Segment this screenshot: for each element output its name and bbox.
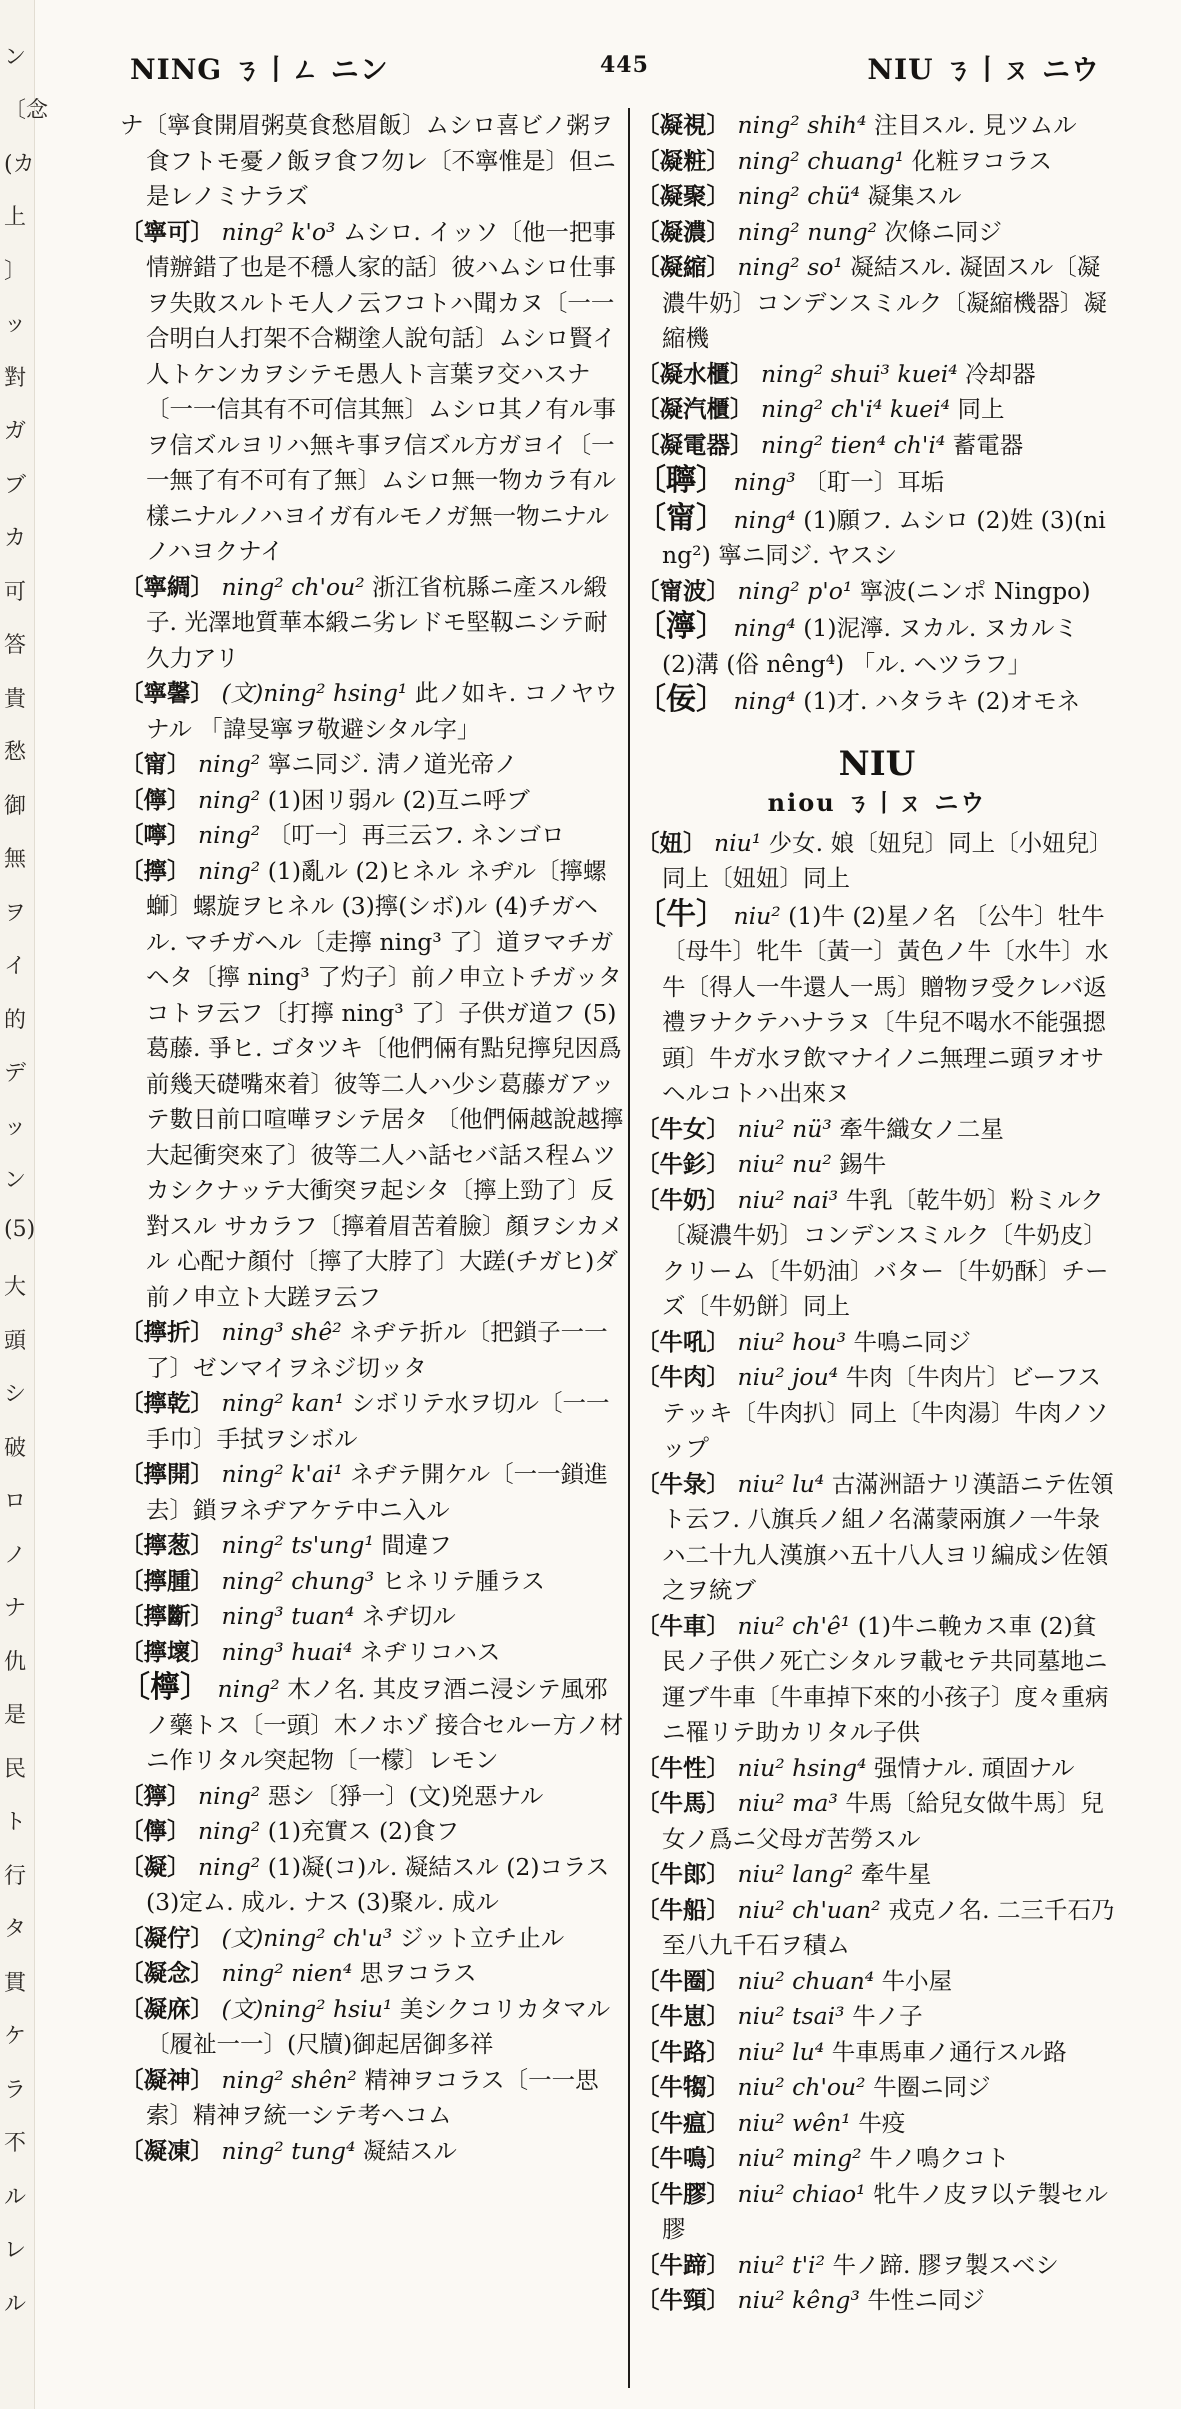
dictionary-entry — [636, 1999, 1118, 2035]
dictionary-entry — [120, 1850, 625, 1921]
entry-definition: 牛ノ子 — [852, 2002, 923, 2030]
entry-definition: 牛肉〔牛肉片〕ビーフステッキ〔牛肉扒〕同上〔牛肉湯〕牛肉ノソップ — [662, 1363, 1109, 1462]
adjacent-page-edge — [0, 0, 49, 2409]
dictionary-entry — [120, 1599, 625, 1635]
running-header — [130, 48, 1100, 88]
edge-glyph: (カ — [4, 151, 35, 177]
left-column — [120, 108, 625, 2369]
entry-definition: 錫牛 — [839, 1150, 887, 1178]
dictionary-entry — [120, 1956, 625, 1992]
entry-romanization: niu² lu⁴ — [730, 2037, 832, 2066]
section-heading — [636, 742, 1118, 820]
edge-glyph: ッ — [4, 1114, 27, 1140]
entry-definition: 牛小屋 — [881, 1966, 953, 1995]
entry-romanization: ning² chung³ — [214, 1566, 382, 1595]
entry-romanization: niu² lu⁴ — [730, 1469, 832, 1498]
dictionary-entry — [636, 463, 1118, 501]
edge-glyph: 〔念 — [4, 98, 49, 124]
entry-definition: ムシロ. イッソ〔他一把事情辦錯了也是不穩人家的話〕彼ハムシロ仕事ヲ失敗スルトモ人ノ云フコトハ聞カヌ〔一一合明白人打架不合糊塗人說句話〕ムシロ賢イ人トケンカヲシテモ愚人ト言葉ヲ交ハスナ〔一一信其有不可信其無〕ムシロ其ノ有ル事ヲ信ズルヨリハ無キ事ヲ信ズル方ガヨイ〔一一無了有不可有了無〕ムシロ無一物カラ有ル樣ニナルノハヨイガ有ルモノガ無一物ニナルノハヨクナイ — [146, 217, 616, 565]
entry-headword: 〔凝庥〕 — [120, 1994, 214, 2023]
entry-headword: 〔聹〕 — [636, 463, 726, 498]
entry-definition: 牛性ニ同ジ — [867, 2286, 985, 2314]
entry-headword: 〔擰斷〕 — [120, 1602, 214, 1630]
entry-romanization: ning² — [190, 1852, 268, 1881]
entry-romanization: ning² ch'ou² — [214, 572, 373, 601]
dictionary-entry — [120, 1779, 625, 1815]
edge-glyph: 答 — [4, 633, 27, 659]
edge-glyph: 上 — [4, 205, 27, 231]
entry-romanization: niu² jou⁴ — [730, 1363, 846, 1391]
dictionary-entry — [636, 179, 1118, 215]
entry-headword: 〔檸〕 — [120, 1670, 210, 1705]
entry-romanization: niu² ming² — [730, 2144, 870, 2172]
edge-glyph: ト — [4, 1810, 27, 1836]
edge-glyph: 破 — [4, 1435, 27, 1461]
entry-headword: 〔儜〕 — [120, 785, 191, 814]
dictionary-entry — [636, 2177, 1118, 2248]
dictionary-entry — [636, 1360, 1118, 1467]
entry-definition: 木ノ名. 其皮ヲ酒ニ浸シテ風邪ノ藥トス〔一頭〕木ノホゾ 接合セルー方ノ材ニ作リタル突起物〔一檬〕レモン — [146, 1675, 624, 1774]
edge-glyph: ナ — [4, 1596, 27, 1622]
edge-glyph: 仇 — [4, 1649, 27, 1675]
entry-romanization: ning³ tuan⁴ — [214, 1602, 362, 1630]
entry-definition: (1)困リ弱ル (2)互ニ呼ブ — [267, 785, 530, 814]
entry-romanization: niu² hsing⁴ — [730, 1753, 874, 1782]
entry-romanization: ning² — [190, 856, 268, 885]
entry-definition: 惡シ〔猙一〕(文)兇惡ナル — [267, 1781, 544, 1810]
entry-definition: 此ノ如キ. コノヤウナル 「諱旻寧ヲ敬避シタル字」 — [146, 679, 618, 743]
edge-glyph: カ — [4, 526, 27, 552]
entry-headword: 〔擰乾〕 — [120, 1389, 214, 1417]
entry-romanization: ning² ch'i⁴ kuei⁴ — [753, 395, 958, 423]
entry-definition: 美シクコリカタマル〔履祉一一〕(尺牘)御起居御多祥 — [146, 1994, 611, 2058]
entry-headword: 〔擰〕 — [120, 856, 191, 885]
entry-headword: 〔擰折〕 — [120, 1318, 214, 1346]
dictionary-entry — [120, 2063, 625, 2134]
entry-definition: ネヂテ折ル〔把鎖子一一了〕ゼンマイヲネジ切ッタ — [146, 1318, 608, 1382]
dictionary-entry — [120, 1528, 625, 1564]
entry-romanization: ning² p'o¹ — [730, 576, 860, 605]
entry-headword: 〔擰開〕 — [120, 1460, 214, 1488]
entry-romanization: niu² — [726, 901, 789, 930]
entry-headword: 〔牛彔〕 — [636, 1469, 730, 1498]
entry-romanization: ning² chü⁴ — [730, 182, 868, 210]
edge-glyph: (5) — [4, 1216, 36, 1242]
entry-romanization: ning² ts'ung¹ — [214, 1531, 382, 1559]
edge-glyph: 貴 — [4, 686, 27, 712]
edge-glyph: 民 — [4, 1756, 27, 1782]
entry-definition: (1)充實ス (2)食フ — [267, 1817, 460, 1845]
entry-definition: 牛車馬車ノ通行スル路 — [831, 2037, 1067, 2066]
edge-glyph: ン — [4, 1168, 27, 1194]
entry-romanization: niu² chuan⁴ — [730, 1966, 882, 1995]
entry-romanization: ning⁴ — [726, 687, 804, 715]
dictionary-entry — [636, 1467, 1118, 1609]
entry-definition: ネヂリコハス — [359, 1637, 501, 1666]
edge-glyph: ロ — [4, 1489, 27, 1515]
dictionary-entry — [120, 2134, 625, 2170]
dictionary-entry — [120, 818, 625, 854]
entry-headword: 〔牛路〕 — [636, 2037, 730, 2066]
entry-definition: 牛馬〔給兒女做牛馬〕兒女ノ爲ニ父母ガ苦勞スル — [662, 1789, 1104, 1853]
dictionary-entry — [120, 570, 625, 677]
dictionary-entry — [636, 1609, 1118, 1751]
entry-headword: 〔牛郎〕 — [636, 1860, 730, 1888]
dictionary-entry — [636, 392, 1118, 428]
entry-romanization: ning² shih⁴ — [730, 111, 874, 139]
section-title: NIU — [838, 743, 916, 784]
entry-definition: 思ヲコラス — [359, 1959, 477, 1987]
edge-glyph: 大 — [4, 1275, 27, 1301]
dictionary-entry — [636, 501, 1118, 574]
dictionary-entry — [120, 1670, 625, 1779]
entry-romanization: niu² nü³ — [730, 1114, 840, 1143]
edge-glyph: ラ — [4, 2077, 27, 2103]
entry-definition: 浙江省杭縣ニ產スル緞子. 光澤地質華本緞ニ劣レドモ堅靱ニシテ耐久力アリ — [146, 572, 608, 672]
entry-definition: 〔叮一〕再三云フ. ネンゴロ — [267, 821, 565, 849]
entry-headword: 〔牛膠〕 — [636, 2179, 730, 2208]
entry-romanization: niu² ch'ê¹ — [730, 1611, 858, 1640]
edge-glyph: ガ — [4, 419, 27, 445]
entry-definition: (1)亂ル (2)ヒネル ネヂル〔擰螺螄〕螺旋ヲヒネル (3)擰(シボ)ル (4)チガヘル. マチガヘル〔走擰 ning³ 了〕道ヲマチガヘタ〔擰 ning³ 了灼子〕前ノ申立トチガッタコトヲ云フ〔打擰 ning³ 了〕子供ガ道フ (5)葛藤. 爭ヒ. ゴタツキ〔他們倆有點兒擰兒因爲前幾天礎嘴來着〕彼等二人ハ少シ葛藤ガアッテ數日前口喧嘩ヲシテ居タ 〔他們倆越說越擰大起衝突來了〕彼等二人ハ話セバ話ス程ムツカシクナッテ大衝突ヲ起シタ〔擰上勁了〕反對スル サカラフ〔擰着眉苦着臉〕顏ヲシカメル 心配ナ顏付〔擰了大脖了〕大蹉(チガヒ)ダ 前ノ申立ト大蹉ヲ云フ — [146, 856, 624, 1311]
entry-definition: 少女. 娘〔妞兒〕同上〔小妞兒〕同上〔妞妞〕同上 — [662, 828, 1113, 892]
entry-romanization: niu² tsai³ — [730, 2002, 853, 2030]
entry-definition: シボリテ水ヲ切ル〔一一手巾〕手拭ヲシボル — [146, 1389, 610, 1453]
edge-glyph: イ — [4, 954, 27, 980]
edge-glyph: 是 — [4, 1703, 27, 1729]
dictionary-entry — [636, 1786, 1118, 1857]
entry-definition: 牛ノ蹄. 膠ヲ製スベシ — [832, 2250, 1059, 2279]
edge-glyph: 無 — [4, 847, 27, 873]
dictionary-entry — [636, 826, 1118, 897]
entry-romanization: ning² so¹ — [730, 253, 851, 281]
edge-glyph: ブ — [4, 472, 27, 498]
entry-definition: 化粧ヲコラス — [911, 146, 1052, 175]
entry-headword: 〔擰葱〕 — [120, 1531, 214, 1559]
entry-headword: 〔妞〕 — [636, 828, 707, 857]
entry-romanization: niu² lang² — [730, 1860, 861, 1888]
entry-definition: 牛鳴ニ同ジ — [853, 1327, 971, 1356]
dictionary-entry — [120, 783, 625, 819]
entry-definition: ナ〔寧食開眉粥莫食愁眉飯〕ムシロ喜ビノ粥ヲ食フトモ憂ノ飯ヲ食フ勿レ〔不寧惟是〕但ニ是レノミナラズ — [120, 111, 616, 210]
entry-definition: (1)凝(コ)ル. 凝結スル (2)コラス (3)定ム. 成ル. ナス (3)聚ル. 成ル — [146, 1852, 610, 1916]
entry-romanization: ning² — [210, 1675, 288, 1703]
entry-headword: 〔凝神〕 — [120, 2065, 214, 2094]
entry-romanization: ning² shui³ kuei⁴ — [753, 359, 966, 388]
entry-headword: 〔嚀〕 — [120, 821, 191, 849]
entry-romanization: ning² k'ai¹ — [214, 1460, 351, 1488]
entry-headword: 〔牛頸〕 — [636, 2286, 730, 2314]
edge-glyph: デ — [4, 1061, 27, 1087]
dictionary-entry — [636, 1325, 1118, 1361]
entry-romanization: ning² — [190, 821, 268, 849]
dictionary-entry — [636, 2070, 1118, 2106]
entry-headword: 〔甯〕 — [636, 500, 726, 536]
right-column-niu-entries — [636, 826, 1118, 2319]
dictionary-entry — [636, 1893, 1118, 1964]
dictionary-entry — [120, 854, 625, 1316]
entry-headword: 〔凝視〕 — [636, 111, 730, 139]
dictionary-entry — [636, 897, 1118, 1112]
dictionary-entry — [636, 428, 1118, 464]
entry-definition: 注目スル. 見ツムル — [873, 111, 1077, 139]
entry-headword: 〔牛性〕 — [636, 1753, 730, 1782]
entry-headword: 〔凝電器〕 — [636, 430, 754, 459]
entry-headword: 〔凝聚〕 — [636, 182, 730, 210]
entry-headword: 〔甯〕 — [120, 750, 191, 778]
edge-glyph: タ — [4, 1917, 27, 1943]
header-left: NING ㄋ丨ㄥ ニン — [130, 53, 389, 86]
entry-headword: 〔牛釤〕 — [636, 1150, 730, 1178]
entry-headword: 〔寧馨〕 — [120, 679, 214, 707]
dictionary-entry — [120, 676, 625, 747]
page-number: 445 — [600, 52, 649, 78]
dictionary-entry — [120, 1564, 625, 1600]
dictionary-entry — [120, 747, 625, 783]
entry-romanization: ning² — [190, 1817, 268, 1845]
dictionary-entry — [636, 609, 1118, 682]
entry-definition: 寧ニ同ジ. 淸ノ道光帝ノ — [267, 750, 518, 778]
entry-romanization: ning³ — [726, 468, 804, 496]
entry-definition: 同上 — [957, 395, 1005, 423]
column-divider — [628, 108, 630, 2388]
entry-definition: ネヂ切ル — [361, 1602, 456, 1630]
entry-headword: 〔擰壞〕 — [120, 1637, 214, 1666]
entry-romanization: ning² chuang¹ — [730, 146, 912, 175]
dictionary-entry — [636, 1857, 1118, 1893]
entry-romanization: niu² ma³ — [730, 1789, 846, 1817]
entry-headword: 〔濘〕 — [636, 609, 726, 644]
entry-definition: 牝牛ノ皮ヲ以テ製セル膠 — [662, 2179, 1109, 2243]
entry-romanization: ning² — [190, 1781, 268, 1810]
dictionary-entry — [636, 2035, 1118, 2071]
entry-headword: 〔牛車〕 — [636, 1611, 730, 1640]
entry-definition: 牛圈ニ同ジ — [873, 2073, 991, 2101]
dictionary-entry — [636, 1183, 1118, 1325]
entry-romanization: (文)ning² hsing¹ — [214, 679, 415, 707]
entry-headword: 〔凝念〕 — [120, 1959, 214, 1987]
entry-headword: 〔牛鳴〕 — [636, 2144, 730, 2172]
dictionary-entry — [636, 215, 1118, 251]
entry-headword: 〔凝水櫃〕 — [636, 359, 754, 388]
edge-glyph: 行 — [4, 1863, 27, 1889]
entry-headword: 〔佞〕 — [636, 682, 726, 717]
entry-headword: 〔寧綢〕 — [120, 572, 214, 601]
entry-romanization: niu² nai³ — [730, 1185, 846, 1214]
entry-definition: 牛ノ鳴クコト — [869, 2144, 1010, 2172]
entry-headword: 〔牛〕 — [636, 896, 726, 932]
dictionary-entry — [636, 1147, 1118, 1183]
entry-headword: 〔凝汽櫃〕 — [636, 395, 754, 423]
entry-headword: 〔獰〕 — [120, 1781, 191, 1810]
entry-romanization: ning³ shê² — [214, 1318, 350, 1346]
edge-glyph: 貫 — [4, 1970, 27, 1996]
entry-headword: 〔牛馬〕 — [636, 1789, 730, 1817]
entry-headword: 〔牛犓〕 — [636, 2073, 730, 2101]
entry-romanization: ning² tung⁴ — [214, 2136, 363, 2165]
entry-headword: 〔牛船〕 — [636, 1895, 730, 1924]
entry-headword: 〔牛肉〕 — [636, 1363, 730, 1391]
entry-romanization: ning² kan¹ — [214, 1389, 352, 1417]
entry-definition: ヒネリテ腫ラス — [381, 1566, 546, 1595]
dictionary-entry — [636, 2106, 1118, 2142]
entry-definition: 冷却器 — [965, 359, 1036, 388]
dictionary-entry — [636, 2283, 1118, 2319]
entry-romanization: ning² nung² — [730, 217, 885, 246]
entry-definition: (1)牛 (2)星ノ名 〔公牛〕牡牛〔母牛〕牝牛〔黃一〕黃色ノ牛〔水牛〕水牛〔得人一牛還人一馬〕贈物ヲ受クレバ返禮ヲナクテハナラヌ〔牛兒不喝水不能强摁頭〕牛ガ水ヲ飲マナイノニ無理ニ頭ヲオサヘルコトハ出來ヌ — [662, 901, 1109, 1107]
edge-glyph: 的 — [4, 1007, 27, 1033]
dictionary-entry — [120, 1921, 625, 1957]
header-right: NIU ㄋ丨ㄡ ニウ — [867, 53, 1100, 86]
entry-romanization: ning⁴ — [726, 505, 804, 534]
dictionary-entry — [636, 574, 1118, 610]
edge-glyph: 〕 — [4, 258, 27, 284]
entry-romanization: niu² chiao¹ — [730, 2179, 874, 2208]
entry-definition: 次條ニ同ジ — [884, 217, 1003, 246]
entry-headword: 〔凝凍〕 — [120, 2136, 214, 2165]
entry-definition: 〔耵一〕耳垢 — [803, 468, 945, 496]
entry-romanization: ning³ huai⁴ — [214, 1637, 360, 1666]
dictionary-entry — [636, 250, 1118, 357]
section-subtitle: niou ㄋ丨ㄡ ニウ — [767, 787, 987, 817]
entry-headword: 〔牛崽〕 — [636, 2002, 730, 2030]
dictionary-entry — [636, 2248, 1118, 2284]
edge-glyph: ル — [4, 2184, 27, 2210]
dictionary-entry — [120, 1814, 625, 1850]
edge-glyph: ン — [4, 45, 27, 70]
entry-romanization: (文)ning² hsiu¹ — [214, 1994, 400, 2023]
entry-romanization: niu² t'i² — [730, 2250, 833, 2279]
entry-romanization: niu² nu² — [730, 1150, 840, 1178]
entry-definition: 牛疫 — [858, 2108, 906, 2137]
entry-headword: 〔凝〕 — [120, 1852, 191, 1881]
edge-glyph: 御 — [4, 793, 27, 819]
entry-headword: 〔牛蹄〕 — [636, 2250, 730, 2279]
entry-headword: 〔凝粧〕 — [636, 146, 730, 175]
entry-romanization: ning² tien⁴ ch'i⁴ — [753, 430, 953, 459]
edge-glyph: 可 — [4, 579, 27, 605]
entry-definition: (1)牛ニ輓カス車 (2)貧民ノ子供ノ死亡シタルヲ載セテ共同墓地ニ運ブ牛車〔牛車掉下來的小孩子〕度々重病ニ罹リテ助カリタル子供 — [662, 1611, 1109, 1746]
edge-glyph: レ — [4, 2238, 27, 2264]
edge-glyph: ノ — [4, 1542, 27, 1568]
entry-romanization: ning² shên² — [214, 2065, 365, 2094]
dictionary-entry — [636, 357, 1118, 393]
entry-headword: 〔凝濃〕 — [636, 217, 730, 246]
entry-definition: ジット立チ止ル — [399, 1923, 565, 1952]
edge-glyph: 頭 — [4, 1328, 27, 1354]
dictionary-entry — [120, 1992, 625, 2063]
entry-headword: 〔甯波〕 — [636, 576, 730, 605]
dictionary-entry — [636, 1112, 1118, 1148]
entry-definition: 凝集スル — [867, 182, 962, 210]
entry-definition: 牛乳〔乾牛奶〕粉ミルク〔凝濃牛奶〕コンデンスミルク〔牛奶皮〕クリーム〔牛奶油〕バター〔牛奶酥〕チーズ〔牛奶餅〕同上 — [662, 1185, 1109, 1320]
entry-definition: (1)願フ. ムシロ (2)姓 (3)(ning²) 寧ニ同ジ. ヤスシ — [662, 505, 1106, 569]
entry-romanization: ning² — [190, 785, 268, 814]
edge-glyph: 不 — [4, 2131, 27, 2157]
entry-definition: (1)才. ハタラキ (2)オモネ — [803, 687, 1081, 715]
entry-romanization: (文)ning² ch'u³ — [214, 1923, 400, 1952]
entry-headword: 〔儜〕 — [120, 1817, 191, 1845]
dictionary-entry — [636, 144, 1118, 180]
entry-romanization: niu² ch'uan² — [730, 1895, 889, 1924]
dictionary-entry — [636, 1751, 1118, 1787]
right-column — [636, 108, 1118, 2369]
edge-glyph: ヲ — [4, 900, 27, 926]
entry-headword: 〔牛女〕 — [636, 1114, 730, 1143]
entry-romanization: ning² — [190, 750, 268, 778]
entry-headword: 〔凝縮〕 — [636, 253, 730, 281]
edge-glyph: ル — [4, 2291, 27, 2317]
dictionary-entry — [120, 1457, 625, 1528]
dictionary-entry — [120, 215, 625, 570]
entry-headword: 〔牛吼〕 — [636, 1327, 730, 1356]
entry-definition: 凝結スル — [362, 2136, 457, 2165]
entry-definition: (1)泥濘. ヌカル. ヌカルミ (2)溝 (俗 nêng⁴) 「ル. ヘツラフ」 — [662, 614, 1078, 678]
edge-glyph: 愁 — [4, 740, 27, 766]
dictionary-entry — [636, 1964, 1118, 2000]
dictionary-entry — [120, 1315, 625, 1386]
entry-headword: 〔擰腫〕 — [120, 1566, 214, 1595]
entry-romanization: ning² nien⁴ — [214, 1959, 360, 1987]
entry-definition: 古滿洲語ナリ漢語ニテ佐領ト云フ. 八旗兵ノ組ノ名滿蒙兩旗ノ一牛彔ハ二十九人漢旗ハ五十八人ヨリ編成シ佐領之ヲ統ブ — [662, 1469, 1114, 1604]
entry-definition: 蓄電器 — [952, 430, 1024, 459]
entry-definition: 間違フ — [381, 1531, 452, 1559]
entry-definition: ネヂテ開ケル〔一一鎖進去〕鎖ヲネヂアケテ中ニ入ル — [146, 1460, 608, 1524]
dictionary-entry — [636, 682, 1118, 720]
dictionary-entry — [120, 1386, 625, 1457]
entry-romanization: ning² k'o³ — [214, 217, 343, 246]
edge-glyph: シ — [4, 1382, 27, 1408]
entry-definition: 戎克ノ名. 二三千石乃至八九千石ヲ積ム — [662, 1895, 1115, 1959]
entry-headword: 〔牛奶〕 — [636, 1185, 730, 1214]
entry-definition: 牽牛星 — [860, 1860, 932, 1888]
entry-romanization: niu² wên¹ — [730, 2108, 859, 2137]
entry-romanization: niu¹ — [706, 828, 769, 857]
dictionary-entry — [120, 108, 625, 215]
entry-definition: 寧波(ニンポ Ningpo) — [859, 576, 1091, 605]
dictionary-entry — [636, 108, 1118, 144]
right-column-ning-entries — [636, 108, 1118, 720]
edge-glyph: ケ — [4, 2024, 27, 2050]
entry-definition: 强情ナル. 頑固ナル — [873, 1753, 1075, 1782]
entry-definition: 凝結スル. 凝固スル〔凝濃牛奶〕コンデンスミルク〔凝縮機器〕凝縮機 — [662, 253, 1107, 352]
dictionary-entry — [636, 2141, 1118, 2177]
dictionary-entry — [120, 1635, 625, 1671]
entry-definition: 精神ヲコラス〔一一思索〕精神ヲ統一シテ考ヘコム — [146, 2065, 599, 2129]
entry-definition: 牽牛織女ノ二星 — [839, 1114, 1004, 1143]
entry-headword: 〔牛圈〕 — [636, 1966, 730, 1995]
entry-romanization: niu² hou³ — [730, 1327, 854, 1356]
entry-romanization: niu² kêng³ — [730, 2286, 868, 2314]
entry-headword: 〔牛瘟〕 — [636, 2108, 730, 2137]
entry-romanization: ning⁴ — [726, 614, 804, 642]
edge-glyph: 對 — [4, 365, 27, 391]
edge-glyph: ッ — [4, 312, 27, 338]
entry-headword: 〔寧可〕 — [120, 217, 214, 246]
entry-headword: 〔凝佇〕 — [120, 1923, 214, 1952]
entry-romanization: niu² ch'ou² — [730, 2073, 874, 2101]
